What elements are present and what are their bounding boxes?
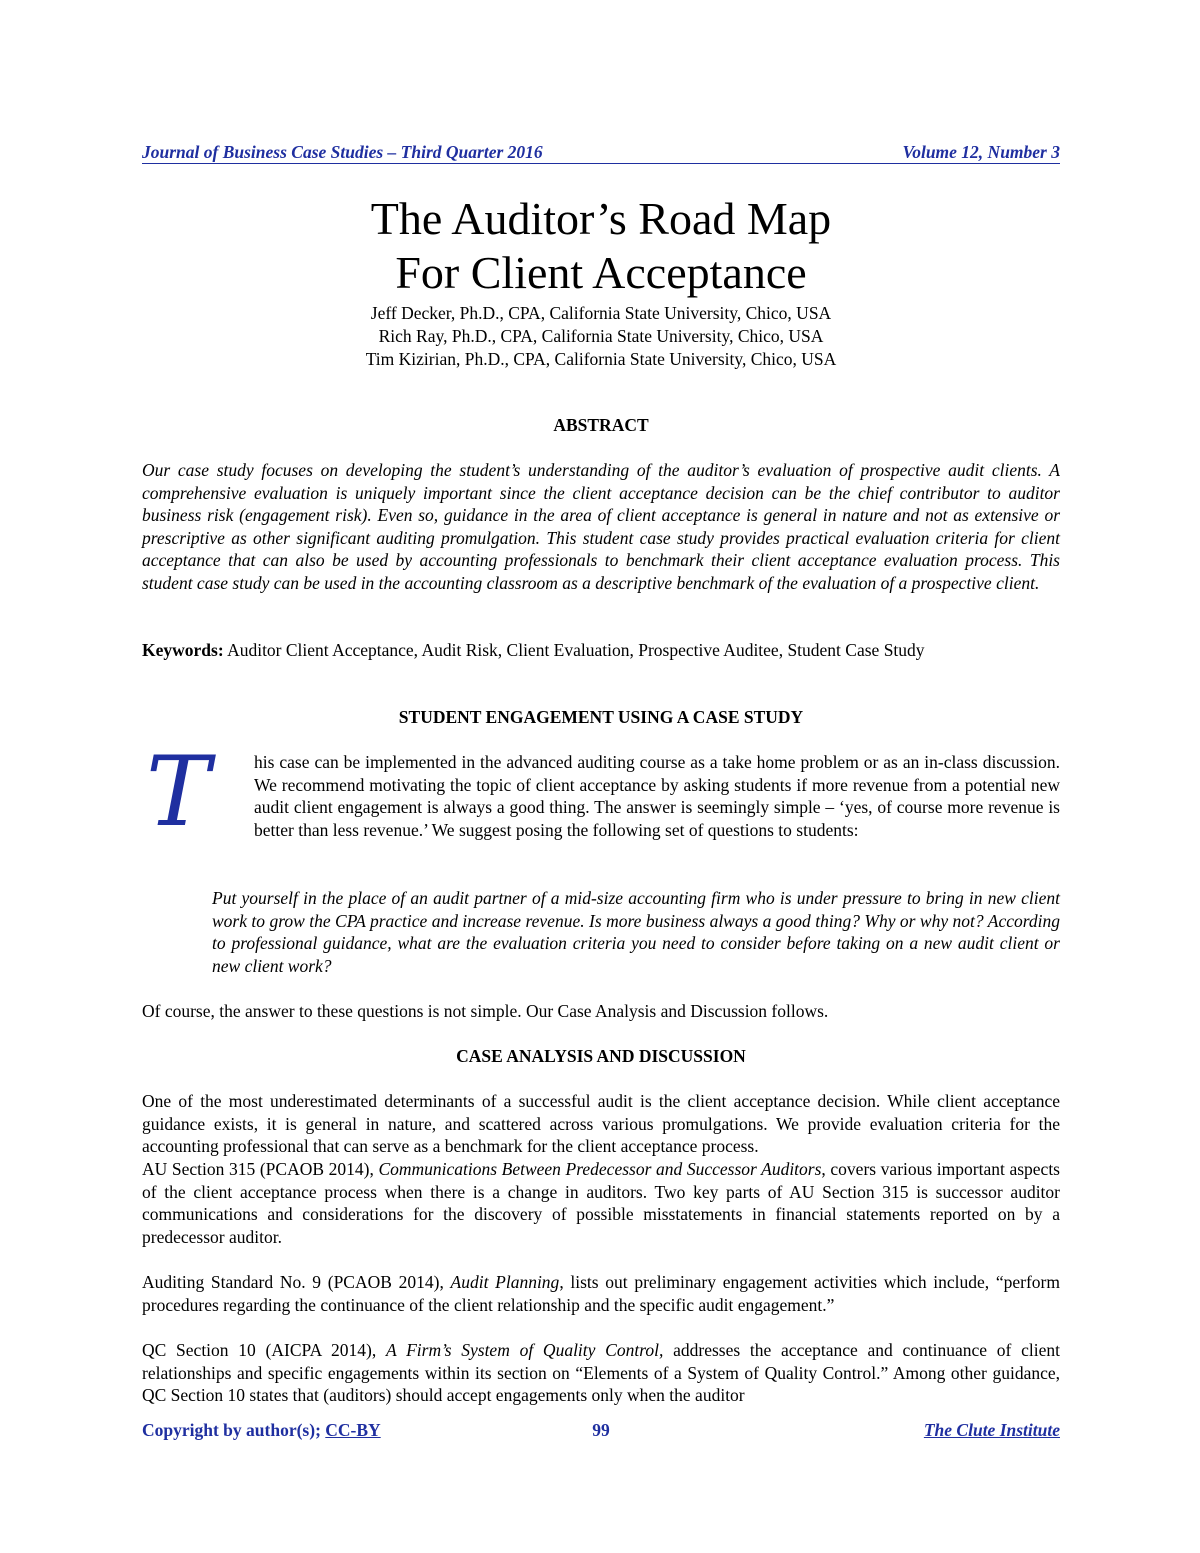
as9-text: , lists out preliminary engagement activities which include, “perform procedures regarding the continuance of the client relationship and the specific audit engagement.” (142, 1272, 1060, 1315)
copyright-text: Copyright by author(s); (142, 1420, 326, 1440)
author-list (142, 302, 1060, 371)
au315-title: Communications Between Predecessor and Successor Auditors (378, 1159, 822, 1179)
transition-paragraph: Of course, the answer to these questions is not simple. Our Case Analysis and Discussion follows. (142, 1001, 829, 1021)
section-heading-case-analysis: CASE ANALYSIS AND DISCUSSION (456, 1046, 746, 1066)
author-1: Jeff Decker, Ph.D., CPA, California State University, Chico, USA (370, 303, 832, 323)
title-line-1: The Auditor’s Road Map (370, 193, 832, 244)
drop-cap: T (146, 736, 211, 848)
abstract-text: Our case study focuses on developing the student’s understanding of the auditor’s evaluation of prospective audit clients. A comprehensive evaluation is uniquely important since the client acceptance decision can be the chief contributor to auditor business risk (engagement risk). Even so, guidance in the area of client acceptance is general in nature and not as extensive or prescriptive as other significant auditing promulgation. This student case study provides practical evaluation criteria for client acceptance that can also be used by accounting professionals to benchmark their client acceptance evaluation process. This student case study can be used in the accounting classroom as a descriptive benchmark of the evaluation of a prospective client. (142, 460, 1060, 593)
qc10-title: A Firm’s System of Quality Control, (386, 1340, 664, 1360)
author-2: Rich Ray, Ph.D., CPA, California State University, Chico, USA (378, 326, 824, 346)
running-footer (142, 1420, 1060, 1440)
page-number: 99 (592, 1420, 610, 1440)
copyright-notice (142, 1420, 462, 1440)
abstract-heading: ABSTRACT (553, 415, 649, 435)
keywords-label: Keywords: (142, 640, 224, 660)
running-header (142, 142, 1060, 164)
publisher-link[interactable]: The Clute Institute (923, 1420, 1060, 1440)
as9-citation: Auditing Standard No. 9 (PCAOB 2014), (142, 1272, 451, 1292)
case-analysis-paragraph-3 (142, 1271, 1060, 1316)
case-analysis-paragraph-2 (142, 1158, 1060, 1248)
author-3: Tim Kizirian, Ph.D., CPA, California State University, Chico, USA (365, 349, 837, 369)
student-engagement-text: his case can be implemented in the advanced auditing course as a take home problem or as an in-class discussion. We recommend motivating the topic of client acceptance by asking students if more revenue from a potential new audit client engagement is always a good thing. The answer is seemingly simple – ‘yes, of course more revenue is better than less revenue.’ We suggest posing the following set of questions to students: (254, 752, 1060, 840)
keywords-text: Auditor Client Acceptance, Audit Risk, Client Evaluation, Prospective Auditee, Student Case Study (223, 640, 925, 660)
section-heading-student-engagement: STUDENT ENGAGEMENT USING A CASE STUDY (398, 707, 804, 727)
qc10-text: addresses the acceptance and continuance of client relationships and specific engagements within its section on “Elements of a System of Quality Control.” Among other guidance, QC Section 10 states that (auditors) should accept engagements only when the auditor (142, 1340, 1060, 1406)
paper-title (142, 192, 1060, 300)
case-analysis-paragraph-4 (142, 1339, 1060, 1407)
journal-name: Journal of Business Case Studies – Third Quarter 2016 (142, 142, 543, 162)
as9-title: Audit Planning (450, 1272, 560, 1292)
license-link[interactable]: CC-BY (325, 1420, 381, 1440)
student-question-quote: Put yourself in the place of an audit partner of a mid-size accounting firm who is under pressure to bring in new client work to grow the CPA practice and increase revenue. Is more business always a good thing? Why or why not? According to professional guidance, what are the evaluation criteria you need to consider before taking on a new audit client or new client work? (212, 888, 1060, 976)
keywords-line (142, 639, 1060, 662)
volume-number: Volume 12, Number 3 (902, 142, 1060, 162)
au315-text: , covers various important aspects of the client acceptance process when there is a change in auditors. Two key parts of AU Section 315 is successor auditor communications and considerations for the discovery of possible misstatements in financial statements reported on by a predecessor auditor. (142, 1159, 1060, 1247)
case-analysis-paragraph-1: One of the most underestimated determinants of a successful audit is the client acceptance decision. While client acceptance guidance exists, it is general in nature, and scattered across various promulgations. We provide evaluation criteria for the accounting professional that can serve as a benchmark for the client acceptance process. (142, 1091, 1060, 1157)
title-line-2: For Client Acceptance (395, 247, 807, 298)
student-engagement-paragraph (142, 736, 1060, 848)
au315-citation: AU Section 315 (PCAOB 2014), (142, 1159, 379, 1179)
qc10-citation: QC Section 10 (AICPA 2014), (142, 1340, 386, 1360)
